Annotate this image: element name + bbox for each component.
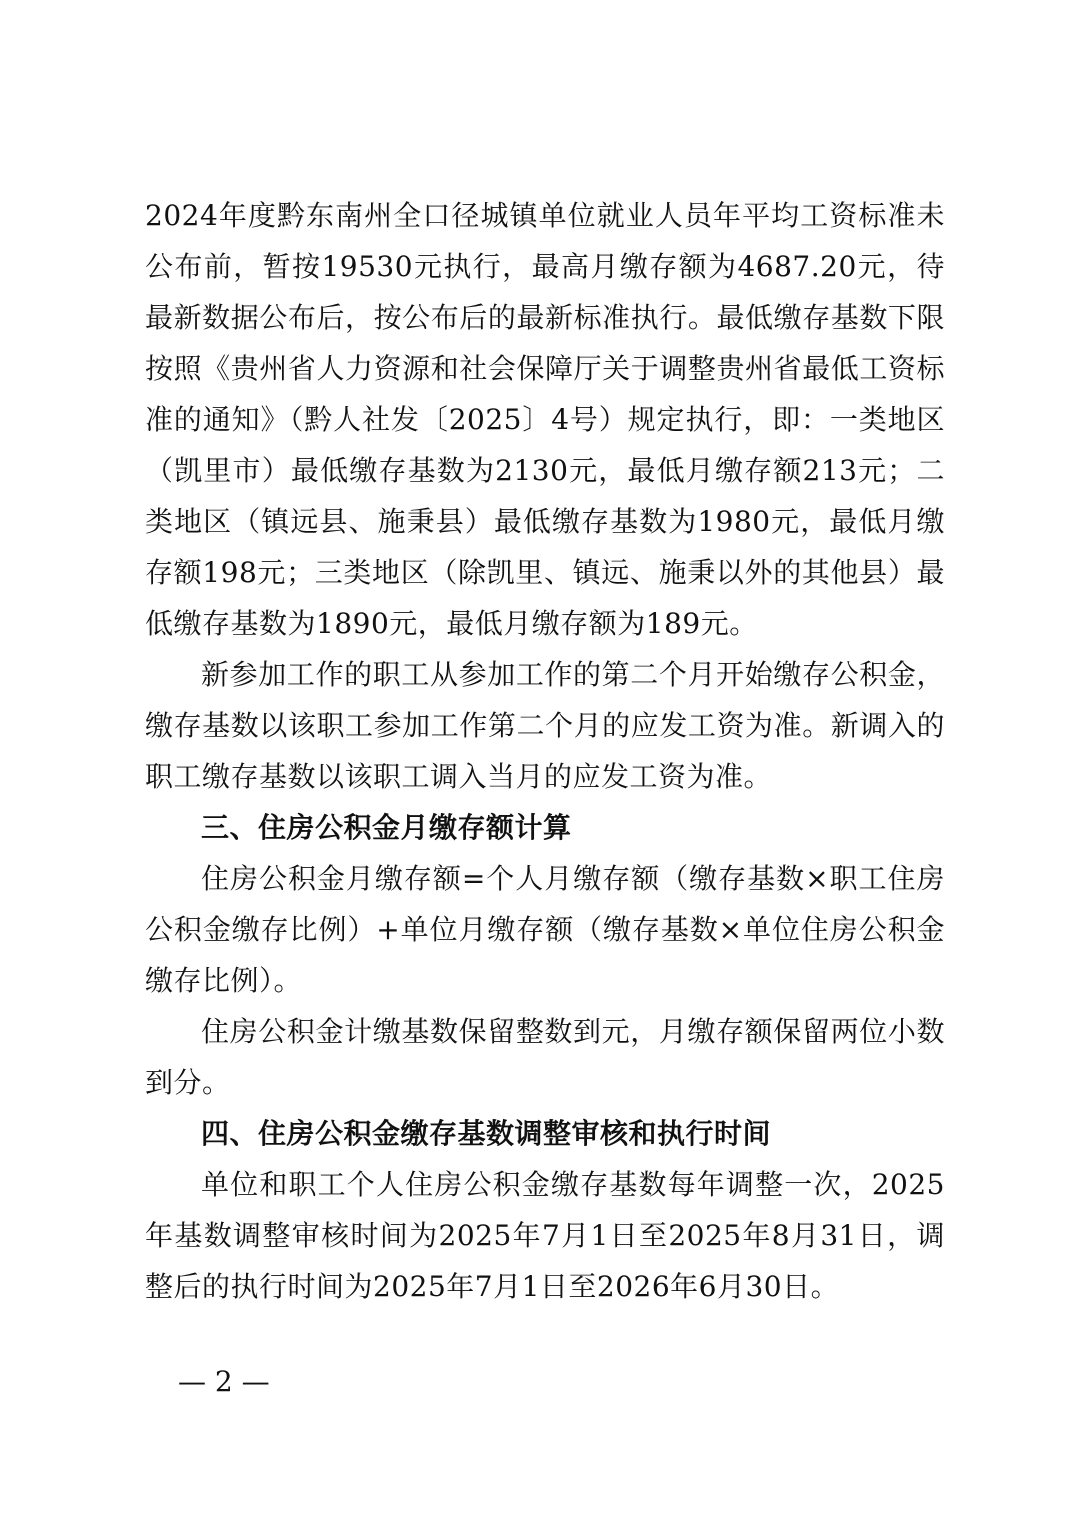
paragraph-wage-standard: 2024年度黔东南州全口径城镇单位就业人员年平均工资标准未公布前，暂按19530元执行，最高月缴存额为4687.20元，待最新数据公布后，按公布后的最新标准执行。最低缴存基数下限按照《贵州省人力资源和社会保障厅关于调整贵州省最低工资标准的通知》（黔人社发〔2025〕4号）规定执行，即：一类地区（凯里市）最低缴存基数为2130元，最低月缴存额213元；二类地区（镇远县、施秉县）最低缴存基数为1980元，最低月缴存额198元；三类地区（除凯里、镇远、施秉以外的其他县）最低缴存基数为1890元，最低月缴存额为189元。 [145, 199, 945, 640]
paragraph-new-employee: 新参加工作的职工从参加工作的第二个月开始缴存公积金，缴存基数以该职工参加工作第二个月的应发工资为准。新调入的职工缴存基数以该职工调入当月的应发工资为准。 [145, 658, 945, 793]
section-heading-four: 四、住房公积金缴存基数调整审核和执行时间 [201, 1117, 772, 1150]
page-number: — 2 — [178, 1365, 270, 1398]
paragraph-adjustment-time: 单位和职工个人住房公积金缴存基数每年调整一次，2025年基数调整审核时间为2025年7月1日至2025年8月31日，调整后的执行时间为2025年7月1日至2026年6月30日。 [145, 1168, 945, 1303]
paragraph-rounding: 住房公积金计缴基数保留整数到元，月缴存额保留两位小数到分。 [145, 1015, 945, 1099]
section-heading-three: 三、住房公积金月缴存额计算 [201, 811, 572, 844]
document-body [145, 190, 945, 1312]
paragraph-formula: 住房公积金月缴存额=个人月缴存额（缴存基数×职工住房公积金缴存比例）+单位月缴存额（缴存基数×单位住房公积金缴存比例）。 [145, 862, 945, 997]
